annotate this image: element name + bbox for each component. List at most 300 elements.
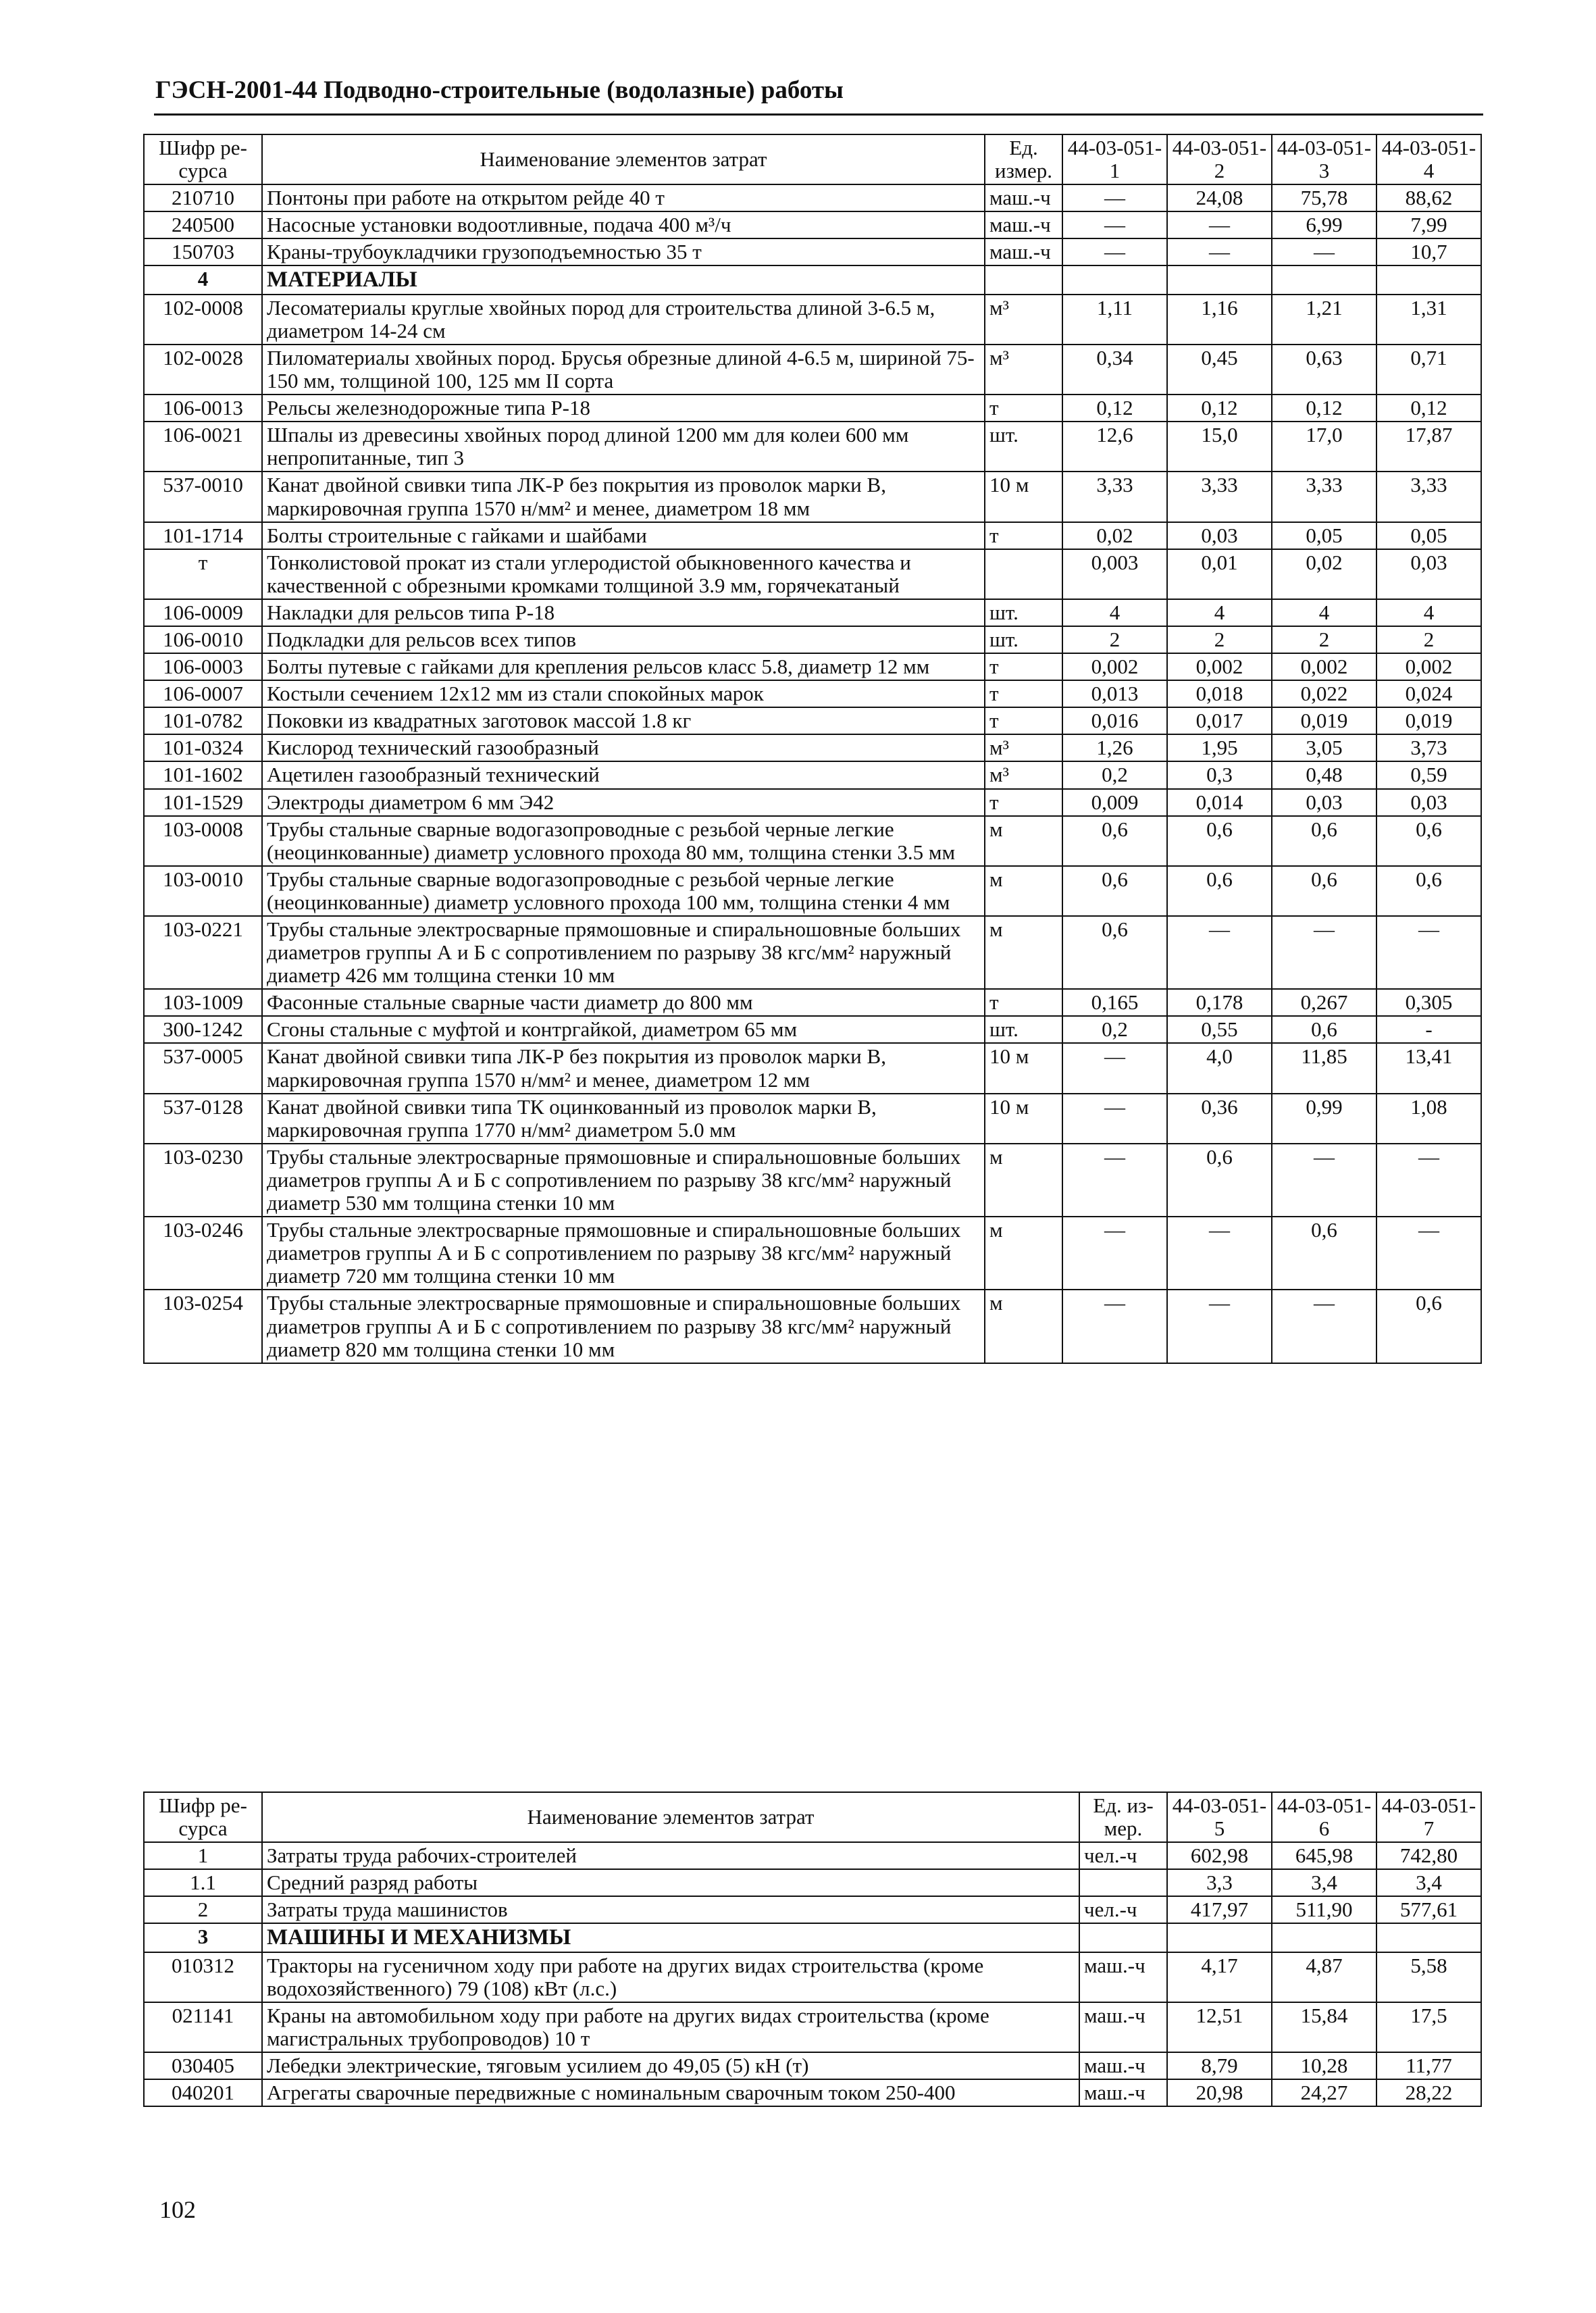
- value-cell-v4: 0,71: [1376, 345, 1481, 395]
- resource-name-cell: Тонколистовой прокат из стали углеродистой обыкновенного качества и качественной с обрезными кромками толщиной 3.9 мм, горячекатаный: [262, 549, 985, 599]
- unit-cell: 10 м: [985, 1043, 1062, 1093]
- resource-name-cell: Краны-трубоукладчики грузоподъемностью 35 т: [262, 238, 985, 265]
- table-row: [144, 295, 1481, 345]
- value-cell-v4: 0,305: [1376, 989, 1481, 1016]
- resource-code-cell: 101-0324: [144, 734, 262, 761]
- resource-name-cell: Трубы стальные электросварные прямошовные и спиральношовные больших диаметров группы А и Б с сопротивлением по разрыву 38 кгс/мм² наружный диаметр 820 мм толщина стенки 10 мм: [262, 1290, 985, 1363]
- header-col-051-4: 44-03-051-4: [1376, 134, 1481, 184]
- resource-code-cell: 101-1602: [144, 761, 262, 788]
- resource-code-cell: 040201: [144, 2079, 262, 2106]
- table-row: [144, 1144, 1481, 1217]
- value-cell-v6: 15,84: [1272, 2002, 1376, 2052]
- resource-code-cell: 537-0005: [144, 1043, 262, 1093]
- table-row: [144, 1016, 1481, 1043]
- resource-name-cell: Болты строительные с гайками и шайбами: [262, 522, 985, 549]
- table-row: [144, 1869, 1481, 1896]
- value-cell-v1: 2: [1062, 626, 1167, 653]
- value-cell-v4: 0,024: [1376, 680, 1481, 707]
- resource-name-cell: Лебедки электрические, тяговым усилием до 49,05 (5) кН (т): [262, 2052, 1079, 2079]
- value-cell-v6: 10,28: [1272, 2052, 1376, 2079]
- value-cell-v3: 0,267: [1272, 989, 1376, 1016]
- value-cell-v1: 0,003: [1062, 549, 1167, 599]
- resource-code-cell: 103-0254: [144, 1290, 262, 1363]
- resource-name-cell: Затраты труда рабочих-строителей: [262, 1842, 1079, 1869]
- resource-code-cell: 103-0221: [144, 916, 262, 989]
- value-cell-v1: 3,33: [1062, 472, 1167, 522]
- value-cell-v4: 13,41: [1376, 1043, 1481, 1093]
- table-row: [144, 680, 1481, 707]
- value-cell-v2: —: [1167, 238, 1272, 265]
- resource-name-cell: МАШИНЫ И МЕХАНИЗМЫ: [262, 1923, 1079, 1952]
- resource-code-cell: 210710: [144, 184, 262, 211]
- value-cell-v2: 2: [1167, 626, 1272, 653]
- unit-cell: маш.-ч: [1079, 2052, 1167, 2079]
- value-cell-v1: 0,2: [1062, 1016, 1167, 1043]
- table-row: [144, 1952, 1481, 2002]
- value-cell-v1: 0,34: [1062, 345, 1167, 395]
- value-cell-v1: —: [1062, 1144, 1167, 1217]
- resource-code-cell: 103-0010: [144, 866, 262, 916]
- value-cell-v1: 0,6: [1062, 816, 1167, 866]
- value-cell-v6: 3,4: [1272, 1869, 1376, 1896]
- value-cell-v4: 7,99: [1376, 211, 1481, 238]
- value-cell-v2: 15,0: [1167, 422, 1272, 472]
- value-cell-v4: 3,33: [1376, 472, 1481, 522]
- value-cell-v3: 3,05: [1272, 734, 1376, 761]
- resource-name-cell: Поковки из квадратных заготовок массой 1.8 кг: [262, 707, 985, 734]
- header-name: Наименование элементов затрат: [262, 134, 985, 184]
- unit-cell: шт.: [985, 599, 1062, 626]
- value-cell-v3: 17,0: [1272, 422, 1376, 472]
- resource-name-cell: МАТЕРИАЛЫ: [262, 265, 985, 294]
- resource-name-cell: Трубы стальные сварные водогазопроводные с резьбой черные легкие (неоцинкованные) диаметр условного прохода 100 мм, толщина стенки 4 мм: [262, 866, 985, 916]
- resource-code-cell: 103-0230: [144, 1144, 262, 1217]
- value-cell-v2: 0,178: [1167, 989, 1272, 1016]
- value-cell-v1: 0,009: [1062, 789, 1167, 816]
- resource-code-cell: 106-0010: [144, 626, 262, 653]
- table-row: [144, 989, 1481, 1016]
- section-row: [144, 1923, 1481, 1952]
- unit-cell: маш.-ч: [1079, 1952, 1167, 2002]
- resource-name-cell: Болты путевые с гайками для крепления рельсов класс 5.8, диаметр 12 мм: [262, 653, 985, 680]
- value-cell-v2: 0,017: [1167, 707, 1272, 734]
- header-unit: Ед. из-мер.: [1079, 1792, 1167, 1842]
- value-cell-v1: 0,002: [1062, 653, 1167, 680]
- value-cell-v6: 4,87: [1272, 1952, 1376, 2002]
- value-cell-v3: —: [1272, 1290, 1376, 1363]
- table-row: [144, 707, 1481, 734]
- value-cell-v4: —: [1376, 1144, 1481, 1217]
- unit-cell: маш.-ч: [985, 211, 1062, 238]
- value-cell-v3: 0,019: [1272, 707, 1376, 734]
- table-row: [144, 211, 1481, 238]
- value-cell-v2: 0,014: [1167, 789, 1272, 816]
- resource-name-cell: Лесоматериалы круглые хвойных пород для строительства длиной 3-6.5 м, диаметром 14-24 см: [262, 295, 985, 345]
- unit-cell: м: [985, 1290, 1062, 1363]
- header-col-051-1: 44-03-051-1: [1062, 134, 1167, 184]
- page-number: 102: [159, 2196, 196, 2223]
- unit-cell: чел.-ч: [1079, 1842, 1167, 1869]
- value-cell-v4: 0,03: [1376, 549, 1481, 599]
- value-cell-v4: 0,6: [1376, 816, 1481, 866]
- table-1-header-row: [144, 134, 1481, 184]
- value-cell-v7: 11,77: [1376, 2052, 1481, 2079]
- value-cell-v3: 0,48: [1272, 761, 1376, 788]
- value-cell-v2: 1,95: [1167, 734, 1272, 761]
- value-cell-v1: 0,6: [1062, 916, 1167, 989]
- resource-name-cell: Насосные установки водоотливные, подача 400 м³/ч: [262, 211, 985, 238]
- value-cell-v4: 0,05: [1376, 522, 1481, 549]
- unit-cell: т: [985, 707, 1062, 734]
- value-cell-v4: —: [1376, 916, 1481, 989]
- value-cell-v3: 0,002: [1272, 653, 1376, 680]
- resource-name-cell: Ацетилен газообразный технический: [262, 761, 985, 788]
- value-cell-v2: 0,018: [1167, 680, 1272, 707]
- unit-cell: т: [985, 989, 1062, 1016]
- resource-name-cell: Фасонные стальные сварные части диаметр до 800 мм: [262, 989, 985, 1016]
- table-row: [144, 1217, 1481, 1290]
- resource-code-cell: 106-0013: [144, 395, 262, 422]
- value-cell-v3: 0,05: [1272, 522, 1376, 549]
- value-cell-v3: 3,33: [1272, 472, 1376, 522]
- value-cell-v3: 0,63: [1272, 345, 1376, 395]
- value-cell-v3: 0,6: [1272, 1016, 1376, 1043]
- value-cell-v3: 75,78: [1272, 184, 1376, 211]
- table-row: [144, 866, 1481, 916]
- table-row: [144, 2002, 1481, 2052]
- value-cell-v1: —: [1062, 1217, 1167, 1290]
- resource-name-cell: Подкладки для рельсов всех типов: [262, 626, 985, 653]
- table-row: [144, 2079, 1481, 2106]
- value-cell-v4: 88,62: [1376, 184, 1481, 211]
- value-cell-v1: 1,26: [1062, 734, 1167, 761]
- resource-code-cell: 240500: [144, 211, 262, 238]
- value-cell-v1: [1062, 265, 1167, 294]
- resource-code-cell: 4: [144, 265, 262, 294]
- unit-cell: т: [985, 789, 1062, 816]
- value-cell-v2: 0,55: [1167, 1016, 1272, 1043]
- header-code: Шифр ре-сурса: [144, 1792, 262, 1842]
- value-cell-v2: 0,6: [1167, 1144, 1272, 1217]
- value-cell-v5: [1167, 1923, 1272, 1952]
- value-cell-v7: [1376, 1923, 1481, 1952]
- table-row: [144, 422, 1481, 472]
- value-cell-v3: —: [1272, 916, 1376, 989]
- value-cell-v4: 0,59: [1376, 761, 1481, 788]
- table-row: [144, 1043, 1481, 1093]
- resource-code-cell: 1: [144, 1842, 262, 1869]
- value-cell-v2: 0,3: [1167, 761, 1272, 788]
- section-row: [144, 265, 1481, 294]
- value-cell-v7: 5,58: [1376, 1952, 1481, 2002]
- header-name: Наименование элементов затрат: [262, 1792, 1079, 1842]
- resource-code-cell: 1.1: [144, 1869, 262, 1896]
- value-cell-v4: 10,7: [1376, 238, 1481, 265]
- value-cell-v4: [1376, 265, 1481, 294]
- value-cell-v5: 3,3: [1167, 1869, 1272, 1896]
- resource-code-cell: 537-0128: [144, 1094, 262, 1144]
- resource-name-cell: Трубы стальные электросварные прямошовные и спиральношовные больших диаметров группы А и Б с сопротивлением по разрыву 38 кгс/мм² наружный диаметр 530 мм толщина стенки 10 мм: [262, 1144, 985, 1217]
- header-unit: Ед. измер.: [985, 134, 1062, 184]
- resource-name-cell: Средний разряд работы: [262, 1869, 1079, 1896]
- resource-code-cell: 030405: [144, 2052, 262, 2079]
- unit-cell: м: [985, 1217, 1062, 1290]
- resource-code-cell: 106-0007: [144, 680, 262, 707]
- value-cell-v5: 12,51: [1167, 2002, 1272, 2052]
- table-row: [144, 653, 1481, 680]
- header-col-051-5: 44-03-051-5: [1167, 1792, 1272, 1842]
- unit-cell: м: [985, 816, 1062, 866]
- unit-cell: м: [985, 866, 1062, 916]
- value-cell-v1: —: [1062, 211, 1167, 238]
- value-cell-v3: 0,99: [1272, 1094, 1376, 1144]
- table-row: [144, 1896, 1481, 1923]
- value-cell-v2: 4,0: [1167, 1043, 1272, 1093]
- value-cell-v3: 6,99: [1272, 211, 1376, 238]
- resource-name-cell: Шпалы из древесины хвойных пород длиной 1200 мм для колеи 600 мм непропитанные, тип 3: [262, 422, 985, 472]
- value-cell-v3: —: [1272, 1144, 1376, 1217]
- value-cell-v4: 1,31: [1376, 295, 1481, 345]
- table-row: [144, 549, 1481, 599]
- resource-code-cell: 106-0003: [144, 653, 262, 680]
- value-cell-v4: 17,87: [1376, 422, 1481, 472]
- value-cell-v2: 0,12: [1167, 395, 1272, 422]
- value-cell-v6: [1272, 1923, 1376, 1952]
- resource-name-cell: Канат двойной свивки типа ТК оцинкованный из проволок марки В, маркировочная группа 1770 н/мм² диаметром 5.0 мм: [262, 1094, 985, 1144]
- table-row: [144, 916, 1481, 989]
- value-cell-v7: 17,5: [1376, 2002, 1481, 2052]
- value-cell-v2: 0,6: [1167, 816, 1272, 866]
- value-cell-v1: 0,165: [1062, 989, 1167, 1016]
- value-cell-v2: 0,45: [1167, 345, 1272, 395]
- unit-cell: м: [985, 1144, 1062, 1217]
- value-cell-v3: —: [1272, 238, 1376, 265]
- resource-name-cell: Канат двойной свивки типа ЛК-Р без покрытия из проволок марки В, маркировочная группа 1570 н/мм² и менее, диаметром 12 мм: [262, 1043, 985, 1093]
- value-cell-v1: 12,6: [1062, 422, 1167, 472]
- unit-cell: шт.: [985, 1016, 1062, 1043]
- value-cell-v2: —: [1167, 211, 1272, 238]
- resource-name-cell: Костыли сечением 12х12 мм из стали спокойных марок: [262, 680, 985, 707]
- resource-name-cell: Понтоны при работе на открытом рейде 40 т: [262, 184, 985, 211]
- header-col-051-2: 44-03-051-2: [1167, 134, 1272, 184]
- table-row: [144, 472, 1481, 522]
- value-cell-v3: 0,6: [1272, 866, 1376, 916]
- value-cell-v3: 0,02: [1272, 549, 1376, 599]
- value-cell-v1: —: [1062, 1290, 1167, 1363]
- value-cell-v7: 577,61: [1376, 1896, 1481, 1923]
- resource-name-cell: Затраты труда машинистов: [262, 1896, 1079, 1923]
- value-cell-v1: 0,013: [1062, 680, 1167, 707]
- unit-cell: 10 м: [985, 472, 1062, 522]
- unit-cell: т: [985, 680, 1062, 707]
- resource-code-cell: 103-1009: [144, 989, 262, 1016]
- resource-name-cell: Пиломатериалы хвойных пород. Брусья обрезные длиной 4-6.5 м, шириной 75-150 мм, толщиной 100, 125 мм II сорта: [262, 345, 985, 395]
- value-cell-v1: —: [1062, 184, 1167, 211]
- title-rule: [154, 113, 1483, 116]
- resource-code-cell: 103-0008: [144, 816, 262, 866]
- header-code: Шифр ре-сурса: [144, 134, 262, 184]
- unit-cell: т: [985, 653, 1062, 680]
- value-cell-v4: 2: [1376, 626, 1481, 653]
- table-row: [144, 1094, 1481, 1144]
- value-cell-v7: 28,22: [1376, 2079, 1481, 2106]
- header-col-051-3: 44-03-051-3: [1272, 134, 1376, 184]
- value-cell-v3: 11,85: [1272, 1043, 1376, 1093]
- value-cell-v2: 0,36: [1167, 1094, 1272, 1144]
- value-cell-v3: 0,6: [1272, 816, 1376, 866]
- table-row: [144, 761, 1481, 788]
- value-cell-v4: 1,08: [1376, 1094, 1481, 1144]
- value-cell-v2: 0,03: [1167, 522, 1272, 549]
- resource-code-cell: 010312: [144, 1952, 262, 2002]
- resource-code-cell: 2: [144, 1896, 262, 1923]
- value-cell-v1: 0,6: [1062, 866, 1167, 916]
- value-cell-v4: 0,6: [1376, 866, 1481, 916]
- value-cell-v1: 0,2: [1062, 761, 1167, 788]
- value-cell-v4: -: [1376, 1016, 1481, 1043]
- value-cell-v5: 8,79: [1167, 2052, 1272, 2079]
- value-cell-v1: —: [1062, 1043, 1167, 1093]
- value-cell-v6: 24,27: [1272, 2079, 1376, 2106]
- value-cell-v7: 742,80: [1376, 1842, 1481, 1869]
- unit-cell: шт.: [985, 626, 1062, 653]
- table-row: [144, 599, 1481, 626]
- resource-code-cell: 102-0028: [144, 345, 262, 395]
- value-cell-v3: 0,6: [1272, 1217, 1376, 1290]
- unit-cell: чел.-ч: [1079, 1896, 1167, 1923]
- resource-code-cell: 101-1529: [144, 789, 262, 816]
- value-cell-v4: 0,6: [1376, 1290, 1481, 1363]
- resource-name-cell: Электроды диаметром 6 мм Э42: [262, 789, 985, 816]
- value-cell-v7: 3,4: [1376, 1869, 1481, 1896]
- resource-name-cell: Краны на автомобильном ходу при работе на других видах строительства (кроме магистральных трубопроводов) 10 т: [262, 2002, 1079, 2052]
- resource-code-cell: 537-0010: [144, 472, 262, 522]
- unit-cell: м: [985, 916, 1062, 989]
- resource-name-cell: Канат двойной свивки типа ЛК-Р без покрытия из проволок марки В, маркировочная группа 1570 н/мм² и менее, диаметром 18 мм: [262, 472, 985, 522]
- table-row: [144, 734, 1481, 761]
- value-cell-v3: 0,022: [1272, 680, 1376, 707]
- value-cell-v4: —: [1376, 1217, 1481, 1290]
- value-cell-v2: —: [1167, 1217, 1272, 1290]
- resource-code-cell: 106-0009: [144, 599, 262, 626]
- table-1-body: [144, 184, 1481, 1363]
- value-cell-v4: 0,019: [1376, 707, 1481, 734]
- resource-code-cell: 102-0008: [144, 295, 262, 345]
- value-cell-v2: —: [1167, 916, 1272, 989]
- table-row: [144, 626, 1481, 653]
- value-cell-v4: 0,03: [1376, 789, 1481, 816]
- table-2-body: [144, 1842, 1481, 2106]
- resource-code-cell: 021141: [144, 2002, 262, 2052]
- table-row: [144, 1290, 1481, 1363]
- table-row: [144, 2052, 1481, 2079]
- resource-table-2: [143, 1791, 1482, 2107]
- value-cell-v3: [1272, 265, 1376, 294]
- value-cell-v3: 2: [1272, 626, 1376, 653]
- value-cell-v2: [1167, 265, 1272, 294]
- unit-cell: маш.-ч: [985, 238, 1062, 265]
- table-row: [144, 816, 1481, 866]
- value-cell-v1: —: [1062, 238, 1167, 265]
- table-2-header-row: [144, 1792, 1481, 1842]
- unit-cell: маш.-ч: [985, 184, 1062, 211]
- table-row: [144, 184, 1481, 211]
- value-cell-v3: 0,03: [1272, 789, 1376, 816]
- value-cell-v5: 602,98: [1167, 1842, 1272, 1869]
- unit-cell: м³: [985, 295, 1062, 345]
- resource-name-cell: Сгоны стальные с муфтой и контргайкой, диаметром 65 мм: [262, 1016, 985, 1043]
- value-cell-v5: 417,97: [1167, 1896, 1272, 1923]
- value-cell-v2: 3,33: [1167, 472, 1272, 522]
- value-cell-v6: 511,90: [1272, 1896, 1376, 1923]
- value-cell-v2: 4: [1167, 599, 1272, 626]
- value-cell-v4: 0,002: [1376, 653, 1481, 680]
- resource-code-cell: 3: [144, 1923, 262, 1952]
- unit-cell: м³: [985, 734, 1062, 761]
- unit-cell: шт.: [985, 422, 1062, 472]
- resource-table-1: [143, 134, 1482, 1364]
- header-col-051-6: 44-03-051-6: [1272, 1792, 1376, 1842]
- value-cell-v2: 1,16: [1167, 295, 1272, 345]
- value-cell-v2: 0,01: [1167, 549, 1272, 599]
- unit-cell: маш.-ч: [1079, 2079, 1167, 2106]
- value-cell-v3: 0,12: [1272, 395, 1376, 422]
- unit-cell: [985, 265, 1062, 294]
- value-cell-v4: 3,73: [1376, 734, 1481, 761]
- unit-cell: м³: [985, 345, 1062, 395]
- value-cell-v5: 20,98: [1167, 2079, 1272, 2106]
- resource-name-cell: Рельсы железнодорожные типа Р-18: [262, 395, 985, 422]
- value-cell-v2: 0,6: [1167, 866, 1272, 916]
- value-cell-v6: 645,98: [1272, 1842, 1376, 1869]
- resource-code-cell: 106-0021: [144, 422, 262, 472]
- table-row: [144, 1842, 1481, 1869]
- resource-code-cell: 101-0782: [144, 707, 262, 734]
- resource-name-cell: Трубы стальные электросварные прямошовные и спиральношовные больших диаметров группы А и Б с сопротивлением по разрыву 38 кгс/мм² наружный диаметр 426 мм толщина стенки 10 мм: [262, 916, 985, 989]
- value-cell-v2: 24,08: [1167, 184, 1272, 211]
- value-cell-v1: 0,02: [1062, 522, 1167, 549]
- value-cell-v4: 0,12: [1376, 395, 1481, 422]
- resource-code-cell: 300-1242: [144, 1016, 262, 1043]
- unit-cell: [985, 549, 1062, 599]
- resource-name-cell: Кислород технический газообразный: [262, 734, 985, 761]
- resource-code-cell: 150703: [144, 238, 262, 265]
- unit-cell: 10 м: [985, 1094, 1062, 1144]
- unit-cell: [1079, 1869, 1167, 1896]
- value-cell-v2: —: [1167, 1290, 1272, 1363]
- unit-cell: м³: [985, 761, 1062, 788]
- resource-name-cell: Тракторы на гусеничном ходу при работе на других видах строительства (кроме водохозяйственного) 79 (108) кВт (л.с.): [262, 1952, 1079, 2002]
- value-cell-v1: 0,016: [1062, 707, 1167, 734]
- unit-cell: т: [985, 522, 1062, 549]
- value-cell-v1: 1,11: [1062, 295, 1167, 345]
- table-row: [144, 345, 1481, 395]
- resource-code-cell: т: [144, 549, 262, 599]
- table-row: [144, 395, 1481, 422]
- value-cell-v1: —: [1062, 1094, 1167, 1144]
- resource-name-cell: Агрегаты сварочные передвижные с номинальным сварочным током 250-400: [262, 2079, 1079, 2106]
- value-cell-v3: 4: [1272, 599, 1376, 626]
- value-cell-v5: 4,17: [1167, 1952, 1272, 2002]
- page-title: ГЭСН-2001-44 Подводно-строительные (водолазные) работы: [155, 76, 844, 104]
- resource-name-cell: Трубы стальные сварные водогазопроводные с резьбой черные легкие (неоцинкованные) диаметр условного прохода 80 мм, толщина стенки 3.5 мм: [262, 816, 985, 866]
- unit-cell: маш.-ч: [1079, 2002, 1167, 2052]
- unit-cell: т: [985, 395, 1062, 422]
- unit-cell: [1079, 1923, 1167, 1952]
- resource-name-cell: Трубы стальные электросварные прямошовные и спиральношовные больших диаметров группы А и Б с сопротивлением по разрыву 38 кгс/мм² наружный диаметр 720 мм толщина стенки 10 мм: [262, 1217, 985, 1290]
- resource-name-cell: Накладки для рельсов типа Р-18: [262, 599, 985, 626]
- value-cell-v1: 4: [1062, 599, 1167, 626]
